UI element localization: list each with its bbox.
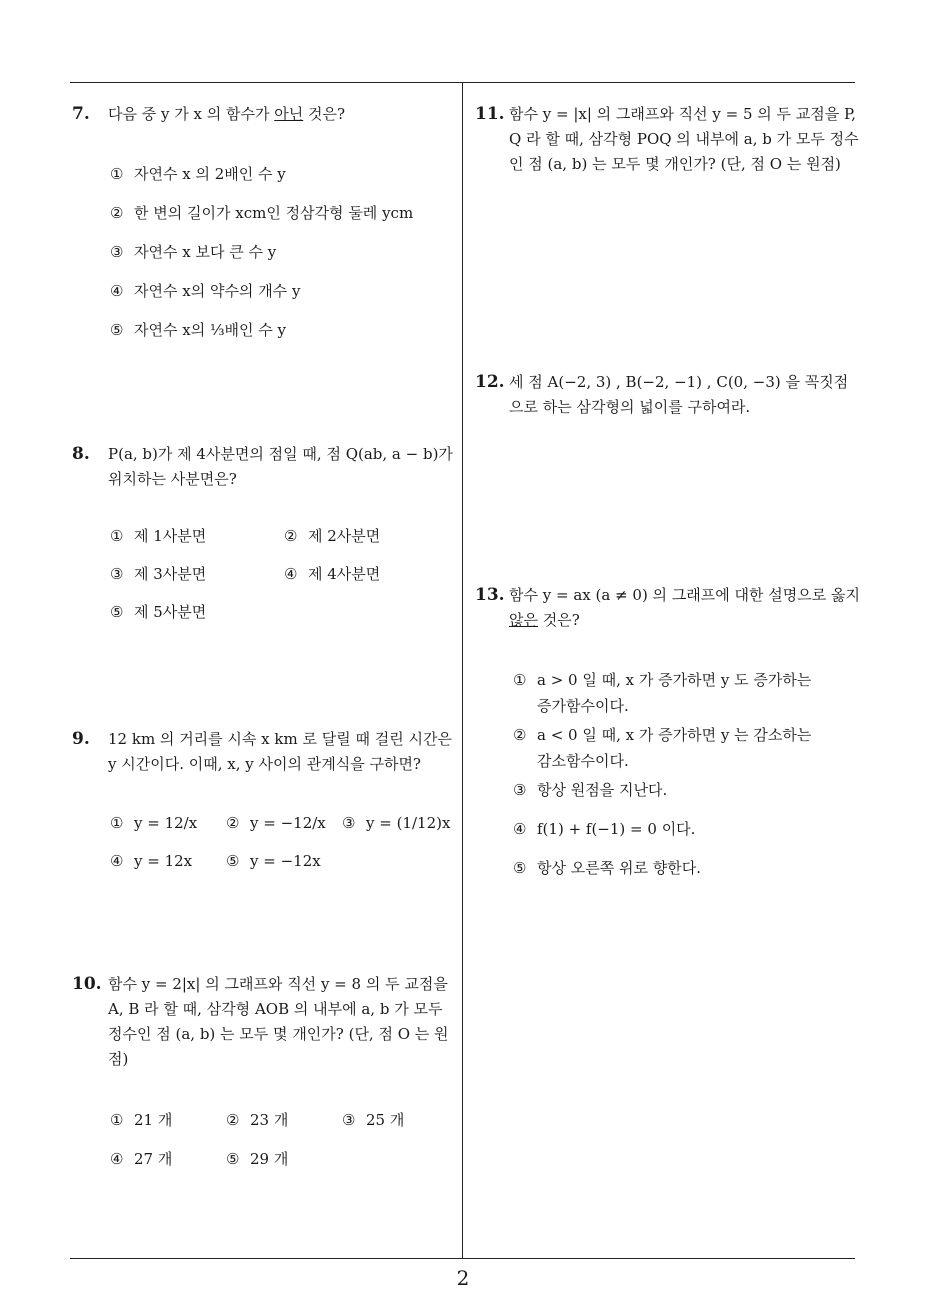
q13-option-3[interactable]: ③ 항상 원점을 지난다. xyxy=(513,781,668,799)
q13-option-2[interactable]: ② a < 0 일 때, x 가 증가하면 y 는 감소하는 xyxy=(513,726,812,744)
question-10 xyxy=(72,972,457,1072)
q8-option-2[interactable]: ② 제 2사분면 xyxy=(284,527,381,545)
question-text: 함수 y = ax (a ≠ 0) 의 그래프에 대한 설명으로 옳지 않은 것은? xyxy=(509,586,861,629)
question-text: 다음 중 y 가 x 의 함수가 아닌 것은? xyxy=(108,105,346,123)
q13-option-1[interactable]: ① a > 0 일 때, x 가 증가하면 y 도 증가하는 xyxy=(513,671,812,689)
q8-option-4[interactable]: ④ 제 4사분면 xyxy=(284,565,381,583)
question-number: 11. xyxy=(475,104,505,124)
q9-option-1[interactable]: ① y = 12/x xyxy=(110,814,198,832)
q10-option-2[interactable]: ② 23 개 xyxy=(226,1111,289,1129)
question-7 xyxy=(72,102,457,127)
q10-option-5[interactable]: ⑤ 29 개 xyxy=(226,1150,289,1168)
q7-option-1[interactable]: ① 자연수 x 의 2배인 수 y xyxy=(110,165,286,183)
question-number: 9. xyxy=(72,729,90,749)
question-number: 10. xyxy=(72,974,102,994)
q10-option-3[interactable]: ③ 25 개 xyxy=(342,1111,405,1129)
q9-option-4[interactable]: ④ y = 12x xyxy=(110,852,193,870)
q7-option-5[interactable]: ⑤ 자연수 x의 ⅓배인 수 y xyxy=(110,321,286,339)
question-number: 7. xyxy=(72,104,90,124)
question-text: P(a, b)가 제 4사분면의 점일 때, 점 Q(ab, a − b)가 위치하는 사분면은? xyxy=(108,445,453,488)
q9-option-5[interactable]: ⑤ y = −12x xyxy=(226,852,321,870)
q8-option-3[interactable]: ③ 제 3사분면 xyxy=(110,565,207,583)
question-text: 12 km 의 거리를 시속 x km 로 달릴 때 걸린 시간은 y 시간이다. 이때, x, y 사이의 관계식을 구하면? xyxy=(108,730,452,773)
bottom-rule xyxy=(70,1258,855,1259)
q10-option-4[interactable]: ④ 27 개 xyxy=(110,1150,173,1168)
question-12 xyxy=(475,370,860,420)
question-number: 8. xyxy=(72,444,90,464)
q9-option-3[interactable]: ③ y = (1/12)x xyxy=(342,814,451,832)
q7-option-2[interactable]: ② 한 변의 길이가 xcm인 정삼각형 둘레 ycm xyxy=(110,204,414,222)
q13-option-2-continuation: 감소함수이다. xyxy=(537,752,629,770)
q13-option-5[interactable]: ⑤ 항상 오른쪽 위로 향한다. xyxy=(513,859,701,877)
q8-option-1[interactable]: ① 제 1사분면 xyxy=(110,527,207,545)
q9-option-2[interactable]: ② y = −12/x xyxy=(226,814,326,832)
question-number: 12. xyxy=(475,372,505,392)
question-8 xyxy=(72,442,457,492)
question-text: 함수 y = |x| 의 그래프와 직선 y = 5 의 두 교점을 P, Q 라 할 때, 삼각형 POQ 의 내부에 a, b 가 모두 정수인 점 (a, b) 는 모두 몇 개인가? (단, 점 O 는 원점) xyxy=(509,105,859,173)
column-divider xyxy=(462,82,463,1258)
q8-option-5[interactable]: ⑤ 제 5사분면 xyxy=(110,603,207,621)
q10-option-1[interactable]: ① 21 개 xyxy=(110,1111,173,1129)
question-text: 세 점 A(−2, 3) , B(−2, −1) , C(0, −3) 을 꼭짓점으로 하는 삼각형의 넓이를 구하여라. xyxy=(509,373,849,416)
question-number: 13. xyxy=(475,585,505,605)
q7-option-3[interactable]: ③ 자연수 x 보다 큰 수 y xyxy=(110,243,277,261)
q7-option-4[interactable]: ④ 자연수 x의 약수의 개수 y xyxy=(110,282,301,300)
question-13 xyxy=(475,583,860,633)
question-text: 함수 y = 2|x| 의 그래프와 직선 y = 8 의 두 교점을 A, B 라 할 때, 삼각형 AOB 의 내부에 a, b 가 모두 정수인 점 (a, b) 는 모두 몇 개인가? (단, 점 O 는 원점) xyxy=(108,975,449,1068)
question-11 xyxy=(475,102,860,177)
page-number: 2 xyxy=(456,1266,470,1290)
q13-option-4[interactable]: ④ f(1) + f(−1) = 0 이다. xyxy=(513,820,696,838)
question-9 xyxy=(72,727,457,777)
q13-option-1-continuation: 증가함수이다. xyxy=(537,697,629,715)
